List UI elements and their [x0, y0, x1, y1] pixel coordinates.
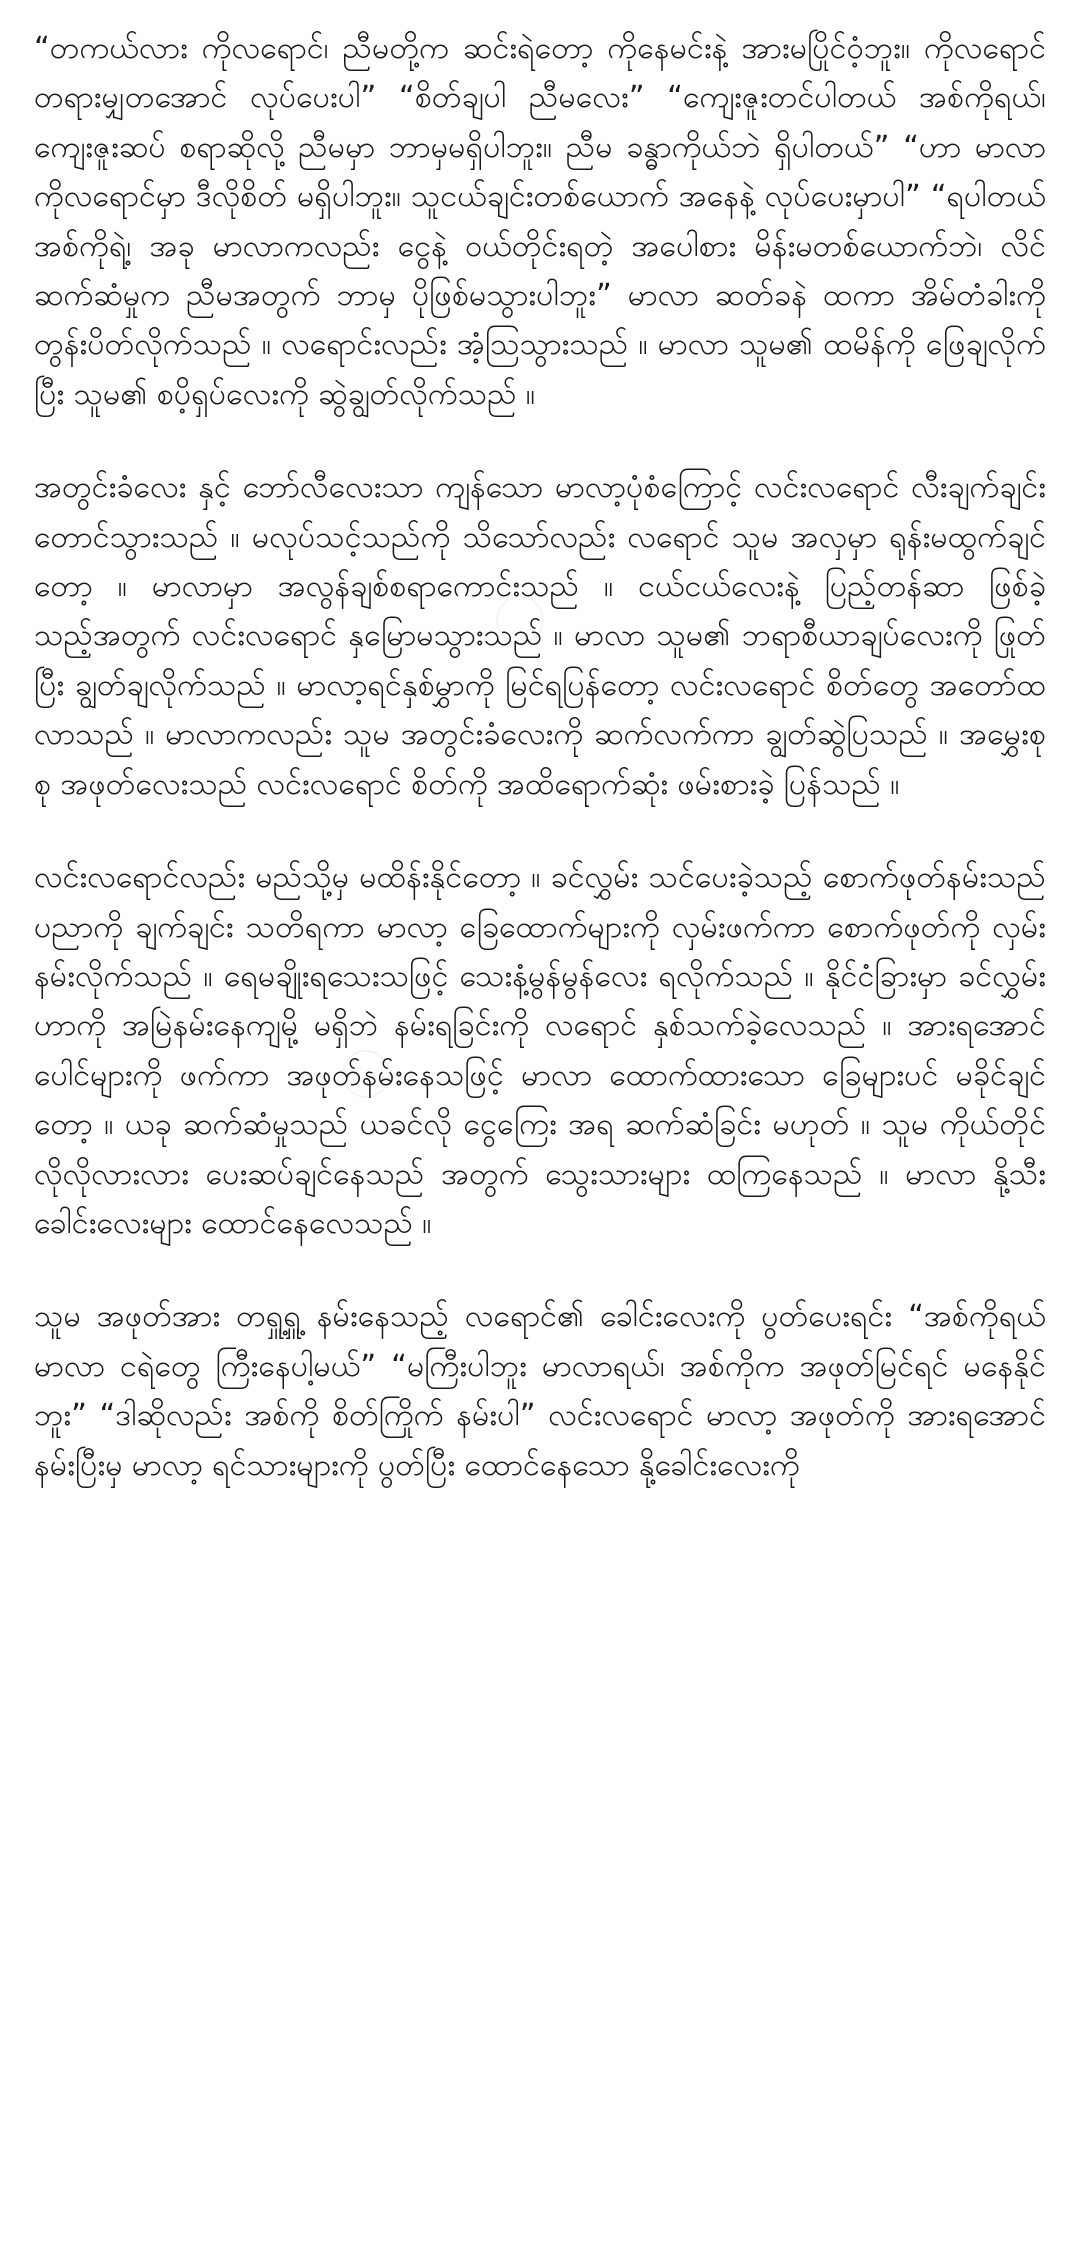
paragraph-1: “တကယ်လား ကိုလရောင်၊ ညီမတို့က ဆင်းရဲတော့ ကိုနေမင်းနဲ့ အားမပြိုင်ဝံ့ဘူး။ ကိုလရောင် တရားမျှတအောင် လုပ်ပေးပါ” “စိတ်ချပါ ညီမလေး” “ကျေးဇူးတင်ပါတယ် အစ်ကိုရယ်၊ ကျေးဇူးဆပ် စရာဆိုလို့ ညီမမှာ ဘာမှမရှိပါဘူး။ ညီမ ခန္ဓာကိုယ်ဘဲ ရှိပါတယ်” “ဟာ မာလာ ကိုလရောင်မှာ ဒီလိုစိတ် မရှိပါဘူး။ သူငယ်ချင်းတစ်ယောက် အနေနဲ့ လုပ်ပေးမှာပါ” “ရပါတယ် အစ်ကိုရဲ့၊ အခု မာလာကလည်း ငွေနဲ့ ဝယ်တိုင်းရတဲ့ အပေါစား မိန်းမတစ်ယောက်ဘဲ၊ လိင်ဆက်ဆံမှုက ညီမအတွက် ဘာမှ ပိုဖြစ်မသွားပါဘူး” မာလာ ဆတ်ခနဲ ထကာ အိမ်တံခါးကို တွန်းပိတ်လိုက်သည် ။ လရောင်းလည်း အံ့ဩသွားသည် ။ မာလာ သူမ၏ ထမိန်ကို ဖြေချလိုက်ပြီး သူမ၏ စပိ့ရှပ်လေးကို ဆွဲချွတ်လိုက်သည် ။: [34, 31, 1046, 412]
paragraph-3: လင်းလရောင်လည်း မည်သို့မှ မထိန်းနိုင်တော့ ။ ခင်လွှမ်း သင်ပေးခဲ့သည့် စောက်ဖုတ်နမ်းသည် ပညာကို ချက်ချင်း သတိရကာ မာလာ့ ခြေထောက်များကို လှမ်းဖက်ကာ စောက်ဖုတ်ကို လှမ်းနမ်းလိုက်သည် ။ ရေမချိုးရသေးသဖြင့် သေးနံ့မွန်မွန်လေး ရလိုက်သည် ။ နိုင်ငံခြားမှာ ခင်လွှမ်းဟာကို အမြဲနမ်းနေကျမို့ မရှိဘဲ နမ်းရခြင်းကို လရောင် နှစ်သက်ခဲ့လေသည် ။ အားရအောင် ပေါင်များကို ဖက်ကာ အဖုတ်နမ်းနေသဖြင့် မာလာ ထောက်ထားသော ခြေများပင် မခိုင်ချင်တော့ ။ ယခု ဆက်ဆံမှုသည် ယခင်လို ငွေကြေး အရ ဆက်ဆံခြင်း မဟုတ် ။ သူမ ကိုယ်တိုင် လိုလိုလားလား ပေးဆပ်ချင်နေသည် အတွက် သွေးသားများ ထကြနေသည် ။ မာလာ နို့သီးခေါင်းလေးများ ထောင်နေလေသည် ။: [34, 860, 1046, 1241]
paragraph-4: သူမ အဖုတ်အား တရှူ့ရှူ့ နမ်းနေသည့် လရောင်၏ ခေါင်းလေးကို ပွတ်ပေးရင်း “အစ်ကိုရယ် မာလာ ငရဲတွေ ကြီးနေပါ့မယ်” “မကြီးပါဘူး မာလာရယ်၊ အစ်ကိုက အဖုတ်မြင်ရင် မနေနိုင်ဘူး” “ဒါဆိုလည်း အစ်ကို စိတ်ကြိုက် နမ်းပါ” လင်းလရောင် မာလာ့ အဖုတ်ကို အားရအောင် နမ်းပြီးမှ မာလာ့ ရင်သားများကို ပွတ်ပြီး ထောင်နေသော နို့ခေါင်းလေးကို: [34, 1299, 1046, 1483]
paragraph-2: အတွင်းခံလေး နှင့် ဘော်လီလေးသာ ကျန်သော မာလာ့ပုံစံကြောင့် လင်းလရောင် လီးချက်ချင်း တောင်သွားသည် ။ မလုပ်သင့်သည်ကို သိသော်လည်း လရောင် သူမ အလှမှာ ရုန်းမထွက်ချင်တော့ ။ မာလာမှာ အလွန်ချစ်စရာကောင်းသည် ။ ငယ်ငယ်လေးနဲ့ ပြည့်တန်ဆာ ဖြစ်ခဲ့သည့်အတွက် လင်းလရောင် နှမြောမသွားသည် ။ မာလာ သူမ၏ ဘရာစီယာချပ်လေးကို ဖြုတ်ပြီး ချွတ်ချလိုက်သည် ။ မာလာ့ရင်နှစ်မွှာကို မြင်ရပြန်တော့ လင်းလရောင် စိတ်တွေ အတော်ထလာသည် ။ မာလာကလည်း သူမ အတွင်းခံလေးကို ဆက်လက်ကာ ချွတ်ဆွဲပြသည် ။ အမွှေးစုစု အဖုတ်လေးသည် လင်းလရောင် စိတ်ကို အထိရောက်ဆုံး ဖမ်းစားခဲ့ ပြန်သည် ။: [34, 470, 1046, 802]
